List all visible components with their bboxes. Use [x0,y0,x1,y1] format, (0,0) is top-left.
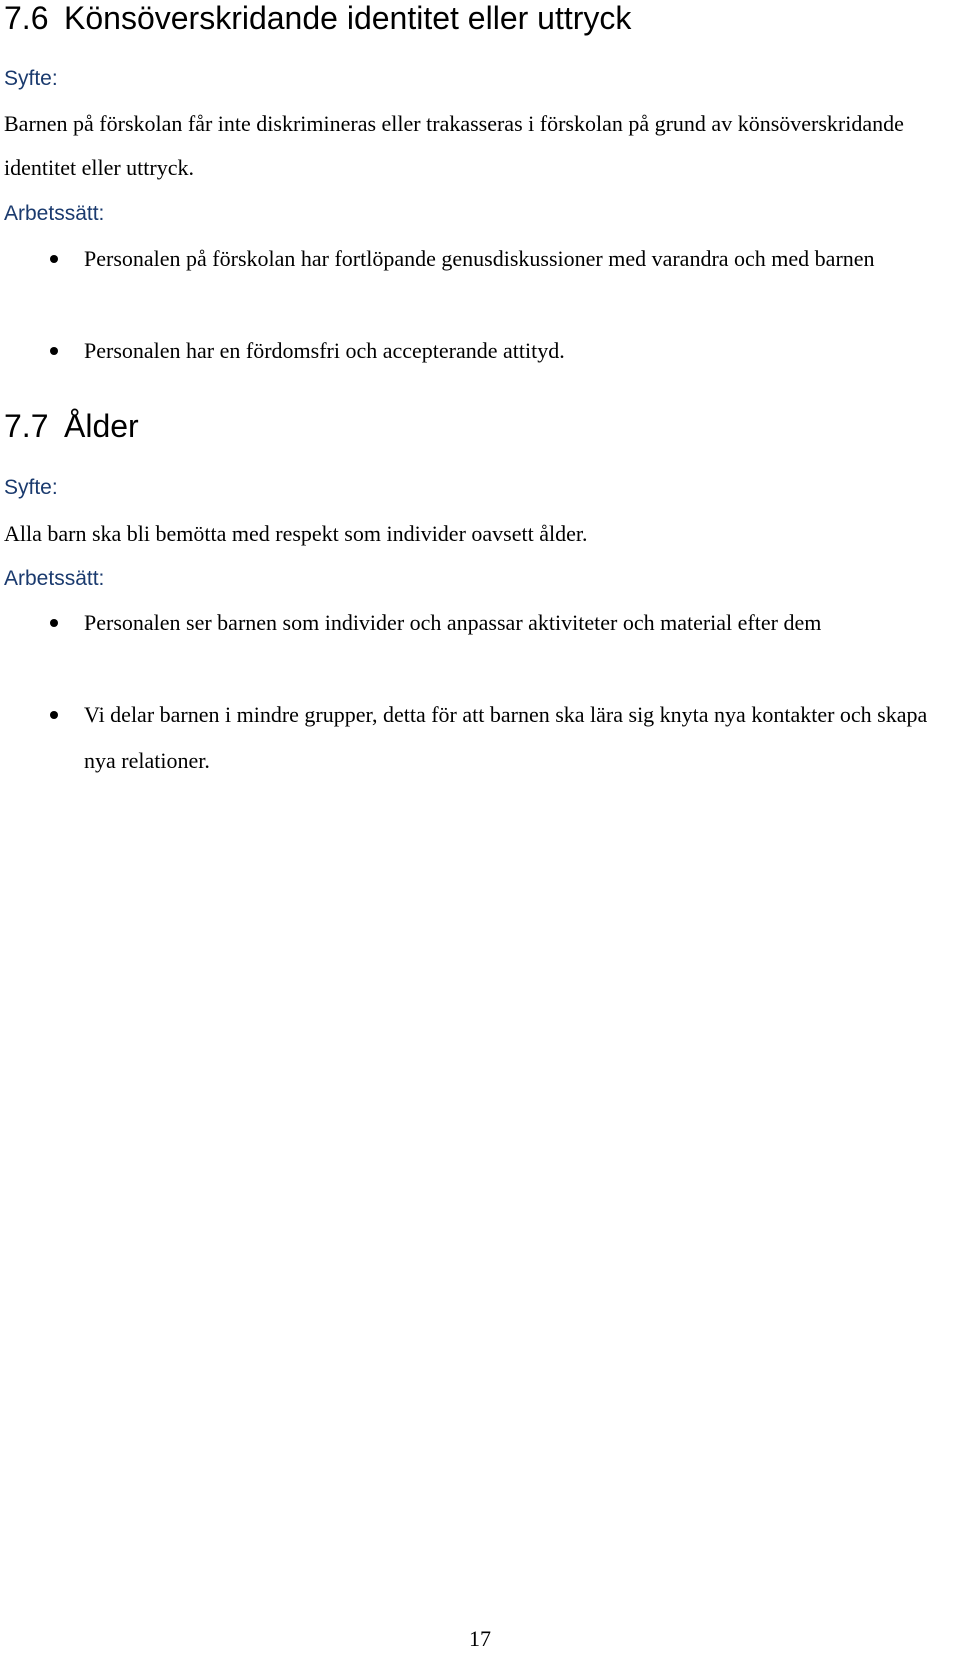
list-item-text: Personalen på förskolan har fortlöpande genusdiskussioner med varandra och med barnen [84,246,875,271]
syfte-label: Syfte: [4,67,58,90]
list-item-text: Personalen ser barnen som individer och anpassar aktiviteter och material efter dem [84,610,822,635]
page-number: 17 [469,1626,491,1651]
section-number: 7.7 [4,408,49,444]
syfte-text: Barnen på förskolan får inte diskrimineras eller trakasseras i förskolan på grund av könsöverskridande identitet eller uttryck. [4,111,904,180]
list-item-text: Vi delar barnen i mindre grupper, detta för att barnen ska lära sig knyta nya kontakter och skapa nya relationer. [84,702,928,773]
bullet-icon [50,255,58,263]
list-item [0,236,960,282]
arbetssatt-label: Arbetssätt: [4,567,105,590]
section-title: Könsöverskridande identitet eller uttryck [64,0,632,36]
section-title: Ålder [64,408,139,444]
list-item [0,692,960,784]
section-heading-7-7 [4,408,139,444]
section-heading-7-6 [4,0,631,36]
list-item [0,600,960,646]
section-number: 7.6 [4,0,49,36]
list-item [0,328,960,374]
syfte-text: Alla barn ska bli bemötta med respekt som individer oavsett ålder. [4,521,588,546]
bullet-icon [50,711,58,719]
syfte-label: Syfte: [4,476,58,499]
bullet-icon [50,347,58,355]
bullet-icon [50,619,58,627]
arbetssatt-label: Arbetssätt: [4,202,105,225]
list-item-text: Personalen har en fördomsfri och accepterande attityd. [84,338,565,363]
